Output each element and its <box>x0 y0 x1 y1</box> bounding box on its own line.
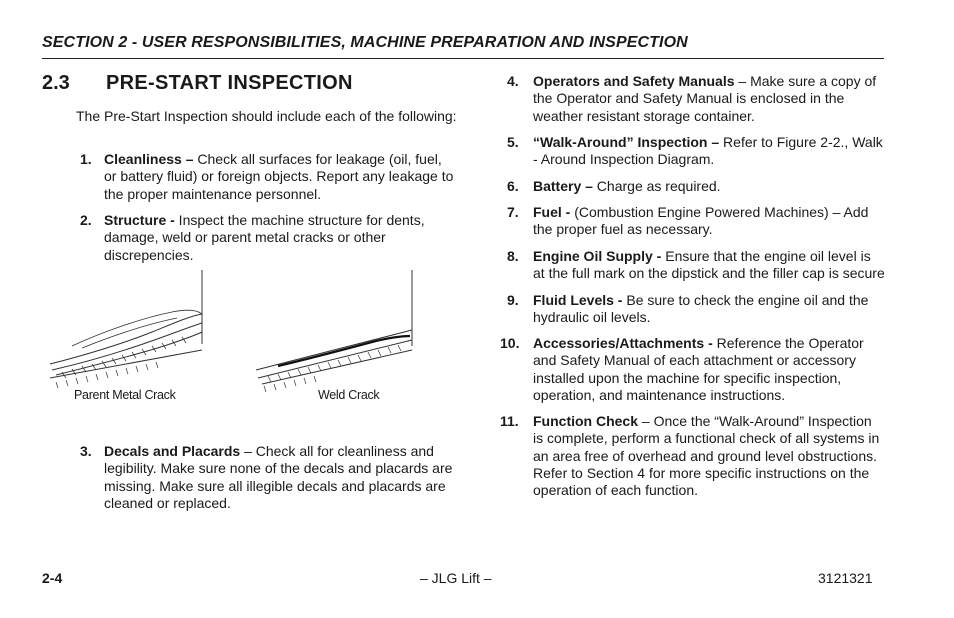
item-title: Engine Oil Supply - <box>533 248 662 264</box>
item-title: Function Check <box>533 413 639 429</box>
item-title: Operators and Safety Manuals <box>533 73 735 89</box>
item-number: 3. <box>80 443 92 459</box>
item-number: 10. <box>500 335 520 351</box>
item-number: 6. <box>507 178 519 194</box>
section-header: SECTION 2 - USER RESPONSIBILITIES, MACHINE PREPARATION AND INSPECTION <box>42 34 688 51</box>
item-text: Be sure to check the engine oil and the hydraulic oil levels. <box>533 292 869 326</box>
item-title: Accessories/Attachments - <box>533 335 713 351</box>
heading-number: 2.3 <box>42 72 70 94</box>
list-item <box>507 134 887 170</box>
item-title: Cleanliness – <box>104 151 194 167</box>
list-item <box>80 151 460 205</box>
footer-title: – JLG Lift – <box>420 570 492 586</box>
item-title: Battery – <box>533 178 593 194</box>
item-text: Refer to Figure 2-2., Walk - Around Inspection Diagram. <box>533 134 883 168</box>
item-text: (Combustion Engine Powered Machines) – Add the proper fuel as necessary. <box>533 204 869 238</box>
caption-weld-crack: Weld Crack <box>318 388 380 402</box>
list-item <box>507 204 887 240</box>
item-text: Reference the Operator and Safety Manual of each attachment or accessory installed upon the machine for specific inspection, operation, and maintenance instructions. <box>533 335 864 403</box>
item-number: 7. <box>507 204 519 220</box>
list-item <box>500 413 887 503</box>
header-rule <box>42 58 884 59</box>
list-item <box>500 335 887 407</box>
list-item <box>80 212 460 266</box>
list-item <box>80 443 460 515</box>
crack-figure <box>42 266 462 416</box>
item-text: Ensure that the engine oil level is at the full mark on the dipstick and the filler cap is secure <box>533 248 885 282</box>
item-number: 1. <box>80 151 92 167</box>
footer-document-number: 3121321 <box>818 570 873 586</box>
caption-parent-metal-crack: Parent Metal Crack <box>74 388 176 402</box>
item-number: 5. <box>507 134 519 150</box>
intro-paragraph: The Pre-Start Inspection should include each of the following: <box>76 108 457 124</box>
list-item <box>507 178 887 196</box>
heading-title: PRE-START INSPECTION <box>106 72 353 94</box>
item-text: – Check all for cleanliness and legibility. Make sure none of the decals and placards are missing. Make sure all illegible decals and placards are cleaned or replaced. <box>104 443 453 511</box>
list-item <box>507 73 887 127</box>
item-text: – Once the “Walk-Around” Inspection is complete, perform a functional check of all systems in an area free of overhead and ground level obstructions. Refer to Section 4 for more specific instructions on the operation of each function. <box>533 413 880 499</box>
item-text: Inspect the machine structure for dents, damage, weld or parent metal cracks or other discrepencies. <box>104 212 425 263</box>
list-item <box>507 292 887 328</box>
item-title: Decals and Placards <box>104 443 241 459</box>
item-title: Fluid Levels - <box>533 292 623 308</box>
item-title: Fuel - <box>533 204 571 220</box>
item-number: 4. <box>507 73 519 89</box>
list-item <box>507 248 887 284</box>
footer-page-number: 2-4 <box>42 570 63 586</box>
item-number: 8. <box>507 248 519 264</box>
item-number: 11. <box>500 413 519 429</box>
item-title: Structure - <box>104 212 175 228</box>
item-text: Charge as required. <box>592 178 721 194</box>
item-number: 2. <box>80 212 92 228</box>
item-number: 9. <box>507 292 519 308</box>
item-text: Check all surfaces for leakage (oil, fuel, or battery fluid) or foreign objects. Report any leakage to the proper maintenance personnel. <box>104 151 454 202</box>
item-text: – Make sure a copy of the Operator and Safety Manual is enclosed in the weather resistant storage container. <box>533 73 877 124</box>
item-title: “Walk-Around” Inspection – <box>533 134 720 150</box>
